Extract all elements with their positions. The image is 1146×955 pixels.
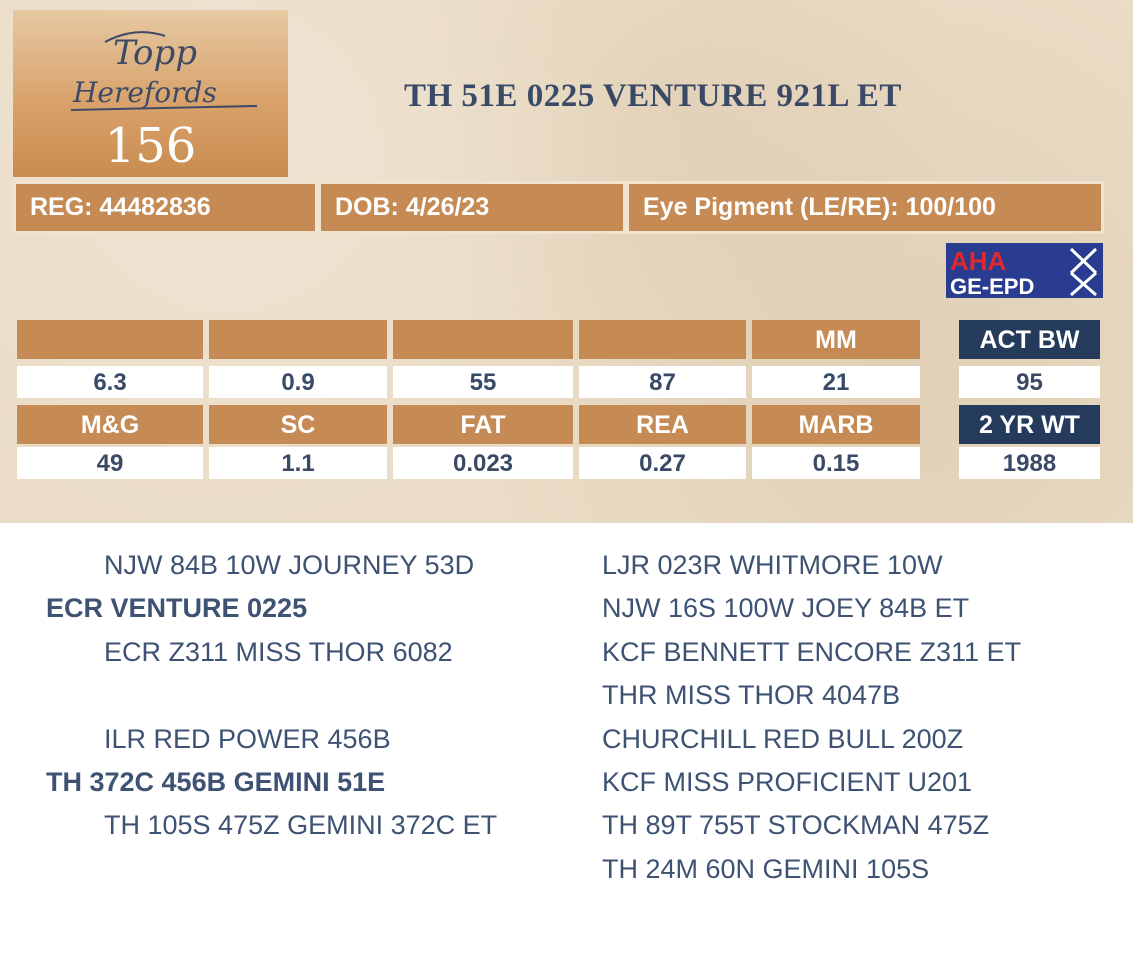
pedigree-sire-dam: ECR Z311 MISS THOR 6082 xyxy=(104,637,453,667)
pedigree-dam: TH 372C 456B GEMINI 51E xyxy=(46,767,386,797)
epd-header-mg: M&G xyxy=(17,405,203,444)
pedigree-ancestor-1: LJR 023R WHITMORE 10W xyxy=(602,550,943,580)
epd-value-mm: 21 xyxy=(752,366,920,398)
lot-number: 156 xyxy=(104,118,197,174)
reg-number: REG: 44482836 xyxy=(13,181,318,234)
svg-text:Topp: Topp xyxy=(113,33,198,73)
epd-header-sc: SC xyxy=(209,405,387,444)
lot-badge xyxy=(13,10,288,177)
epd-header-mm: MM xyxy=(752,320,920,359)
aha-ge-epd-logo xyxy=(946,243,1103,298)
pedigree-dam-dam: TH 105S 475Z GEMINI 372C ET xyxy=(104,810,498,840)
pedigree-ancestor-3: KCF BENNETT ENCORE Z311 ET xyxy=(602,637,1022,667)
two-yr-wt-label: 2 YR WT xyxy=(959,405,1100,444)
topp-herefords-logo xyxy=(65,22,265,122)
pedigree-sire-sire: NJW 84B 10W JOURNEY 53D xyxy=(104,550,475,580)
date-of-birth: DOB: 4/26/23 xyxy=(318,181,626,234)
epd-value-4: 87 xyxy=(579,366,746,398)
epd-value-rea: 0.27 xyxy=(579,447,746,479)
epd-header-1 xyxy=(17,320,203,359)
pedigree-sire: ECR VENTURE 0225 xyxy=(46,593,308,623)
epd-value-1: 6.3 xyxy=(17,366,203,398)
pedigree-dam-sire: ILR RED POWER 456B xyxy=(104,724,391,754)
epd-value-3: 55 xyxy=(393,366,573,398)
epd-header-marb: MARB xyxy=(752,405,920,444)
pedigree-ancestor-6: KCF MISS PROFICIENT U201 xyxy=(602,767,973,797)
act-bw-value: 95 xyxy=(959,366,1100,398)
epd-header-4 xyxy=(579,320,746,359)
epd-value-fat: 0.023 xyxy=(393,447,573,479)
epd-header-rea: REA xyxy=(579,405,746,444)
pedigree-ancestor-4: THR MISS THOR 4047B xyxy=(602,680,901,710)
aha-logo-line2: GE-EPD xyxy=(950,274,1035,298)
pedigree-ancestor-5: CHURCHILL RED BULL 200Z xyxy=(602,724,964,754)
two-yr-wt-value: 1988 xyxy=(959,447,1100,479)
epd-header-fat: FAT xyxy=(393,405,573,444)
eye-pigment: Eye Pigment (LE/RE): 100/100 xyxy=(626,181,1104,234)
pedigree-ancestor-2: NJW 16S 100W JOEY 84B ET xyxy=(602,593,970,623)
aha-logo-line1: AHA xyxy=(950,246,1007,276)
epd-value-2: 0.9 xyxy=(209,366,387,398)
animal-name: TH 51E 0225 VENTURE 921L ET xyxy=(404,78,902,114)
epd-value-sc: 1.1 xyxy=(209,447,387,479)
act-bw-label: ACT BW xyxy=(959,320,1100,359)
epd-header-2 xyxy=(209,320,387,359)
pedigree-ancestor-8: TH 24M 60N GEMINI 105S xyxy=(602,854,930,884)
pedigree-ancestor-7: TH 89T 755T STOCKMAN 475Z xyxy=(602,810,990,840)
epd-value-marb: 0.15 xyxy=(752,447,920,479)
epd-header-3 xyxy=(393,320,573,359)
svg-text:Herefords: Herefords xyxy=(73,76,217,109)
epd-value-mg: 49 xyxy=(17,447,203,479)
